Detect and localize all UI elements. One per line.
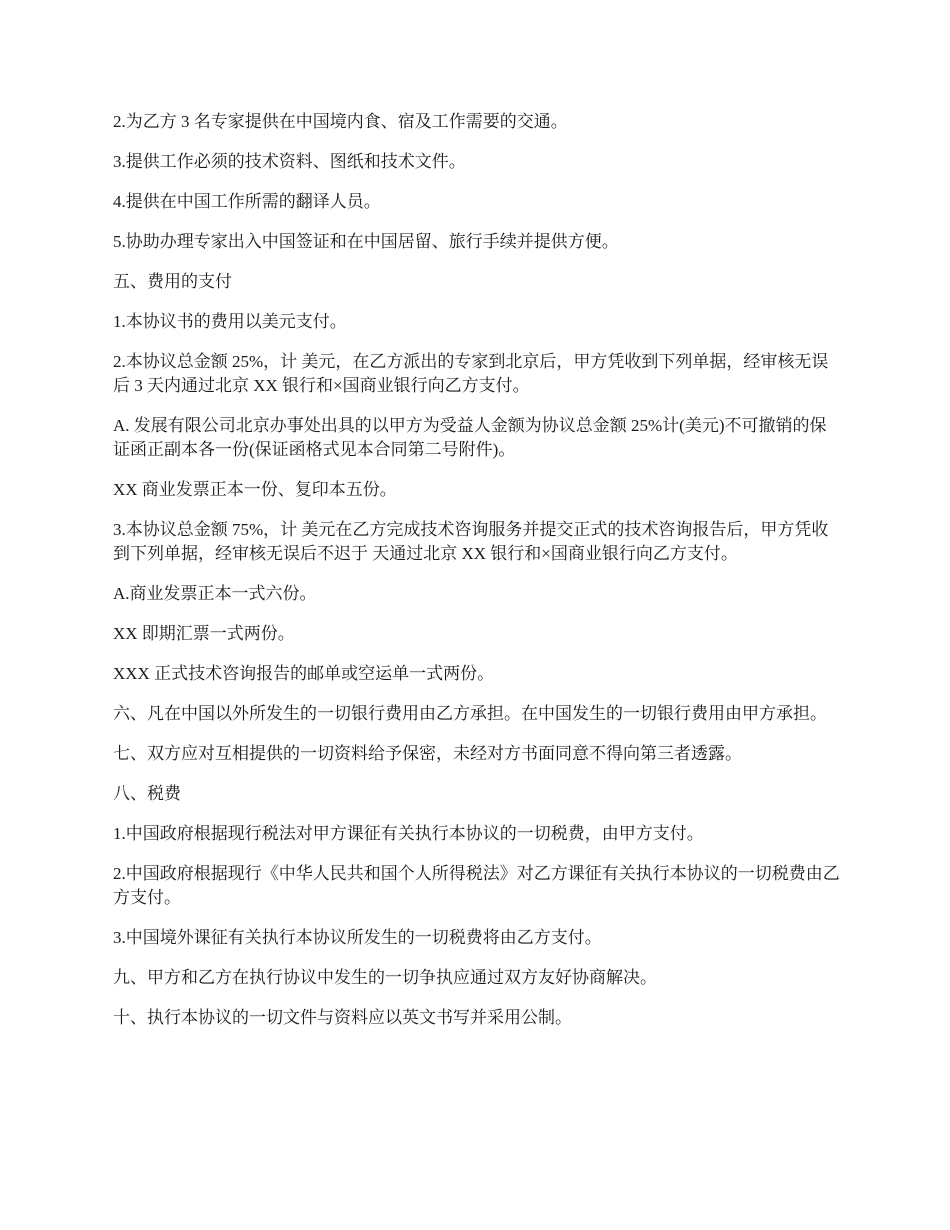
section-heading-taxes: 八、税费 bbox=[113, 784, 181, 803]
paragraph-airway-bill: XXX 正式技术咨询报告的邮单或空运单一式两份。 bbox=[113, 664, 495, 683]
section-bank-fees: 六、凡在中国以外所发生的一切银行费用由乙方承担。在中国发生的一切银行费用由甲方承担。 bbox=[113, 704, 827, 723]
paragraph-guarantee-letter: A. 发展有限公司北京办事处出具的以甲方为受益人金额为协议总金额 25%计(美元)不可撤销的保证函正副本各一份(保证函格式见本合同第二号附件)。 bbox=[113, 416, 827, 459]
paragraph-sight-draft: XX 即期汇票一式两份。 bbox=[113, 624, 295, 643]
paragraph-tax-party-a: 1.中国政府根据现行税法对甲方课征有关执行本协议的一切税费，由甲方支付。 bbox=[113, 824, 704, 843]
section-language-units: 十、执行本协议的一切文件与资料应以英文书写并采用公制。 bbox=[113, 1008, 572, 1027]
paragraph-translators: 4.提供在中国工作所需的翻译人员。 bbox=[113, 192, 381, 211]
paragraph-technical-materials: 3.提供工作必须的技术资料、图纸和技术文件。 bbox=[113, 152, 466, 171]
section-dispute-resolution: 九、甲方和乙方在执行协议中发生的一切争执应通过双方友好协商解决。 bbox=[113, 968, 657, 987]
paragraph-visa-assistance: 5.协助办理专家出入中国签证和在中国居留、旅行手续并提供方便。 bbox=[113, 232, 619, 251]
paragraph-payment-75-percent: 3.本协议总金额 75%，计 美元在乙方完成技术咨询服务并提交正式的技术咨询报告后，甲方凭收到下列单据，经审核无误后不迟于 天通过北京 XX 银行和×国商业银行向乙方支付。 bbox=[113, 520, 829, 563]
section-heading-payment: 五、费用的支付 bbox=[113, 272, 232, 291]
paragraph-commercial-invoice: XX 商业发票正本一份、复印本五份。 bbox=[113, 480, 397, 499]
paragraph-invoice-six-copies: A.商业发票正本一式六份。 bbox=[113, 584, 317, 603]
section-confidentiality: 七、双方应对互相提供的一切资料给予保密，未经对方书面同意不得向第三者透露。 bbox=[113, 744, 742, 763]
paragraph-payment-currency: 1.本协议书的费用以美元支付。 bbox=[113, 312, 347, 331]
paragraph-payment-25-percent: 2.本协议总金额 25%，计 美元，在乙方派出的专家到北京后，甲方凭收到下列单据，经审核无误后 3 天内通过北京 XX 银行和×国商业银行向乙方支付。 bbox=[113, 352, 829, 395]
paragraph-foreign-tax: 3.中国境外课征有关执行本协议所发生的一切税费将由乙方支付。 bbox=[113, 928, 602, 947]
paragraph-income-tax-party-b: 2.中国政府根据现行《中华人民共和国个人所得税法》对乙方课征有关执行本协议的一切税费由乙方支付。 bbox=[113, 864, 840, 907]
document-body bbox=[113, 110, 843, 1046]
paragraph-service-transport: 2.为乙方 3 名专家提供在中国境内食、宿及工作需要的交通。 bbox=[113, 112, 568, 131]
